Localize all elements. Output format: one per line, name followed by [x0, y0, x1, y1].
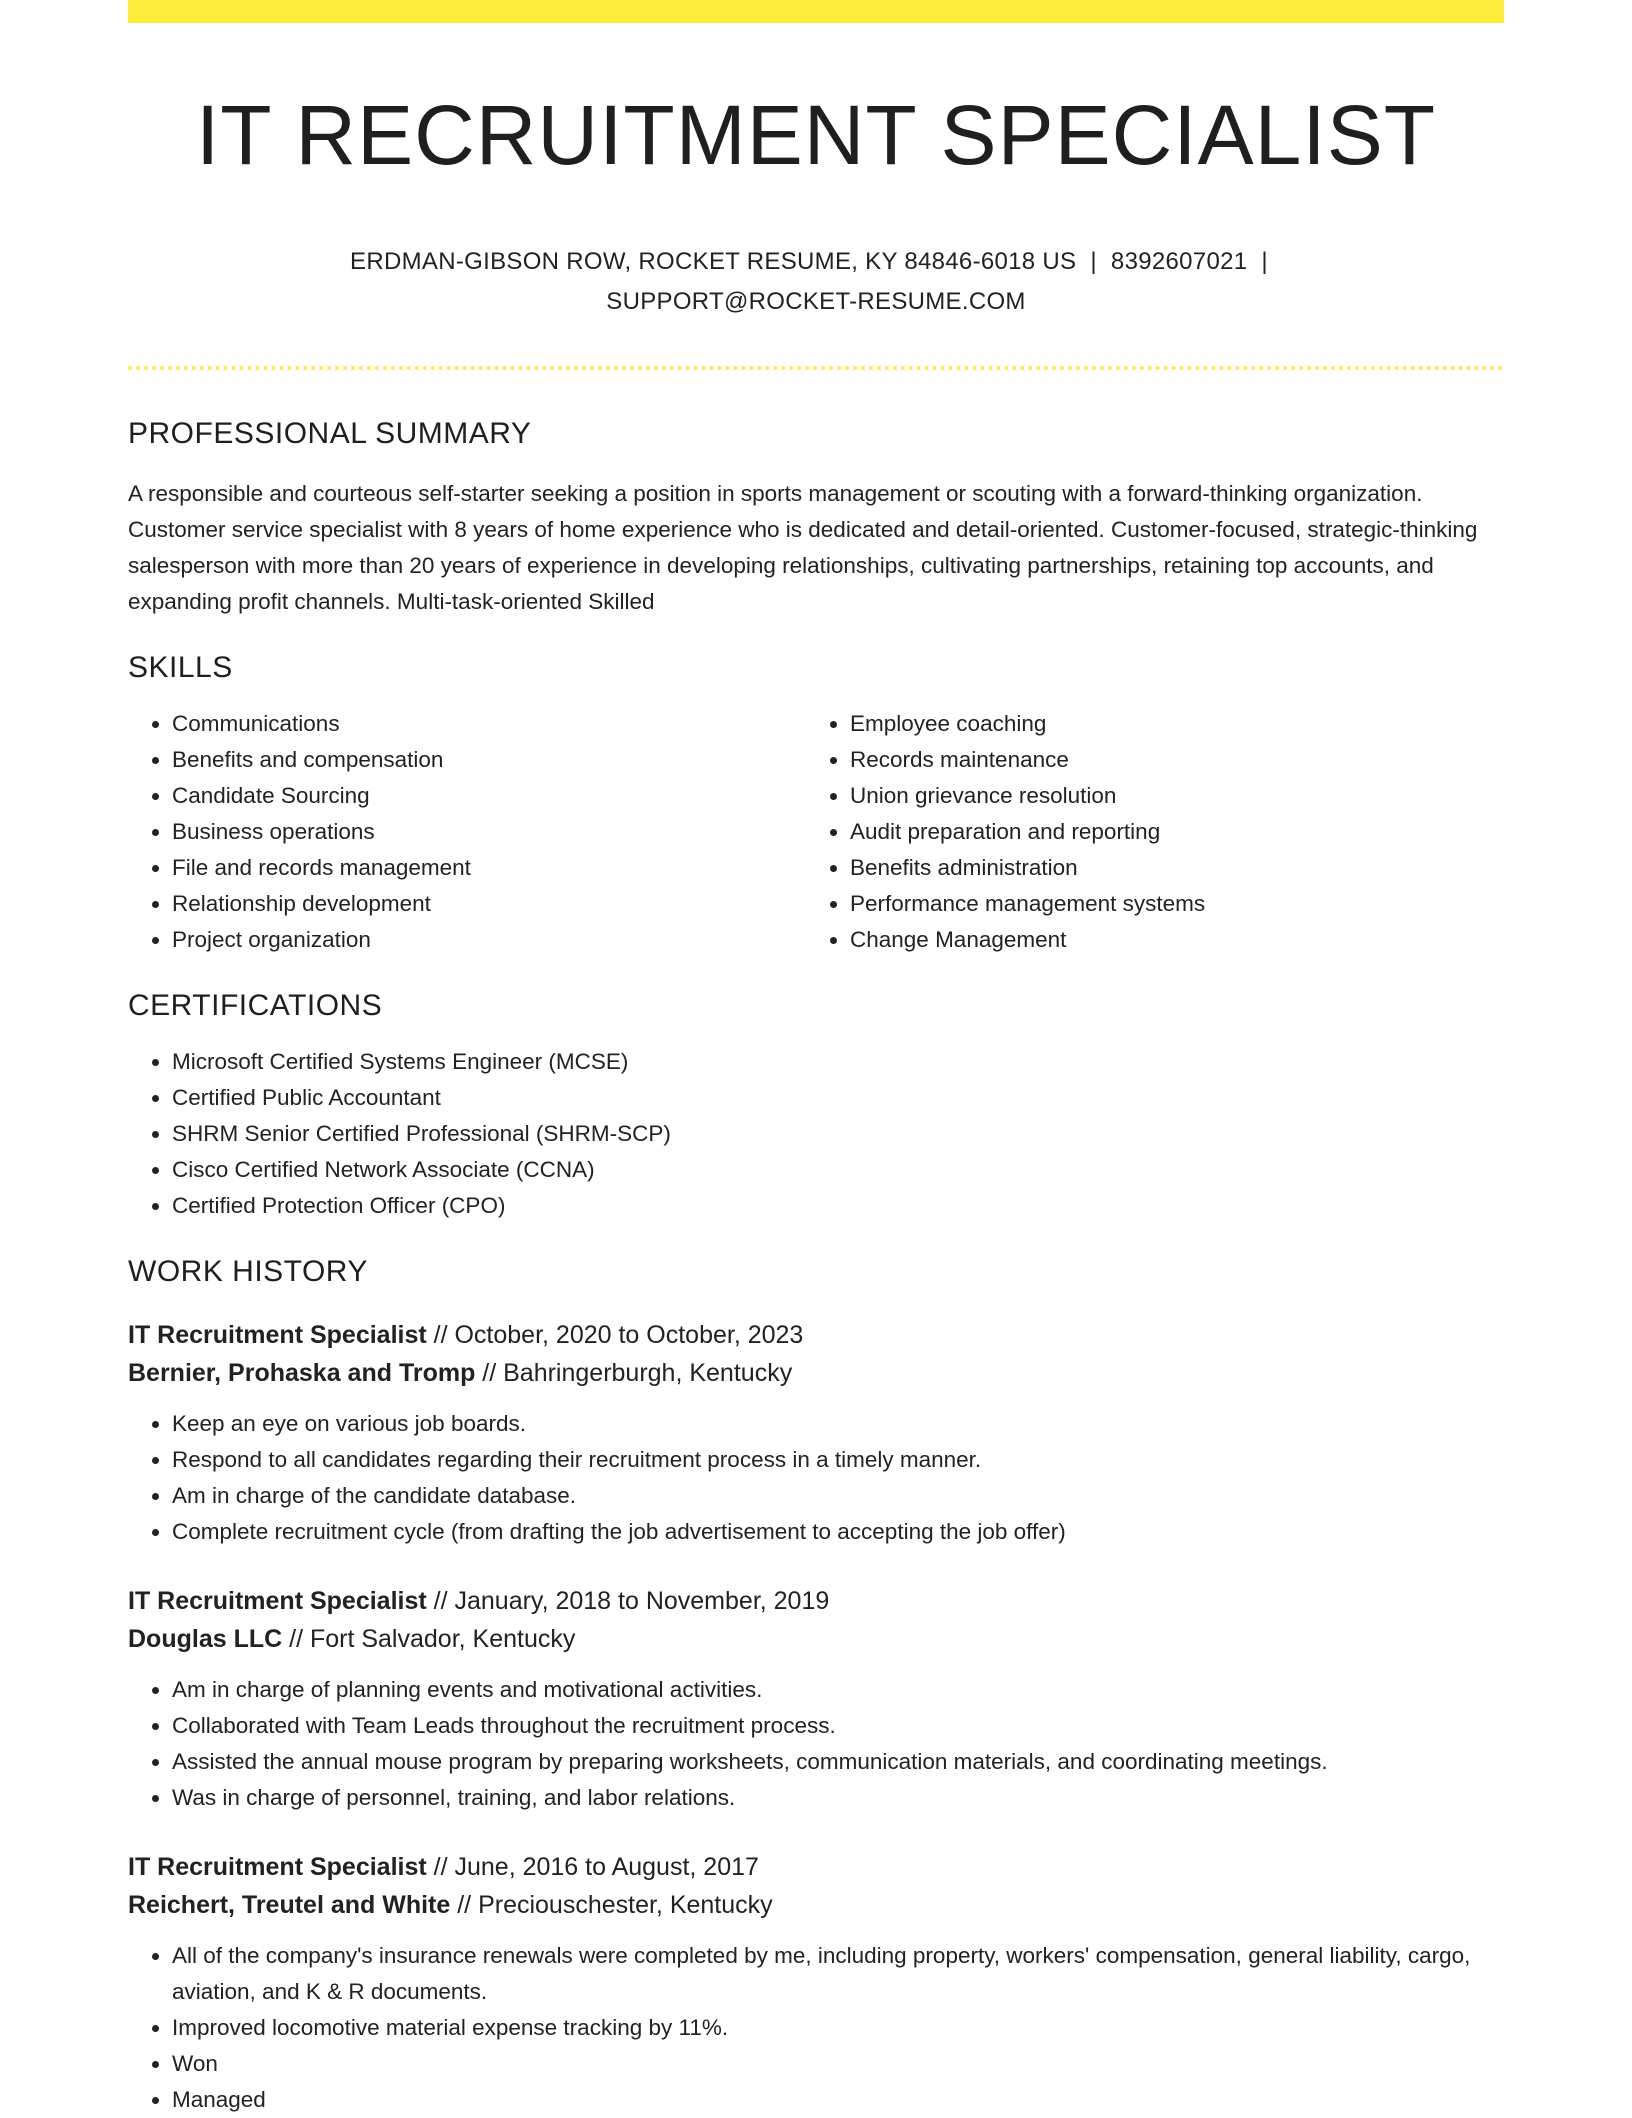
resume-title: IT RECRUITMENT SPECIALIST [195, 88, 1437, 182]
job-entry [128, 1316, 1504, 1550]
summary-text: A responsible and courteous self-starter seeking a position in sports management or scouting with a forward-thinking organization. Customer service specialist with 8 years of home experience who is dedicated and detail-oriented. Customer-focused, strategic-thinking salesperson with more than 20 years of experience in developing relationships, cultivating partnerships, retaining top accounts, and expanding profit channels. Multi-task-oriented Skilled [128, 480, 1478, 614]
job-title: IT Recruitment Specialist [128, 1586, 427, 1615]
job-duty: • Respond to all candidates regarding their recruitment process in a timely manner. [172, 1442, 1504, 1478]
job-title-line [128, 1848, 1504, 1886]
work-history-heading: WORK HISTORY [128, 1254, 368, 1288]
job-entry [128, 1848, 1504, 2118]
certification-item: • Certified Protection Officer (CPO) [172, 1188, 1504, 1224]
certifications-heading: CERTIFICATIONS [128, 988, 383, 1022]
header-accent-bar [128, 0, 1504, 23]
contact-phone: 8392607021 [1110, 247, 1248, 275]
job-company-line [128, 1620, 1504, 1658]
contact-separator: | [1090, 247, 1097, 275]
skills-heading: SKILLS [128, 650, 233, 684]
job-duty: • Won [172, 2046, 1504, 2082]
skill-item: • Performance management systems [850, 886, 1550, 922]
job-duty: • Keep an eye on various job boards. [172, 1406, 1504, 1442]
skill-item: • Union grievance resolution [850, 778, 1550, 814]
contact-line-2 [128, 282, 1504, 322]
contact-line-1 [128, 242, 1504, 282]
skills-list-right [806, 706, 1550, 958]
job-dates: // June, 2016 to August, 2017 [426, 1852, 759, 1881]
skills-grid [128, 706, 1504, 958]
header-divider [128, 366, 1504, 370]
job-location: // Bahringerburgh, Kentucky [475, 1358, 793, 1387]
job-title-line [128, 1582, 1504, 1620]
certification-item: • Cisco Certified Network Associate (CCNA) [172, 1152, 1504, 1188]
job-duty: • Was in charge of personnel, training, and labor relations. [172, 1780, 1504, 1816]
job-duty: • Improved locomotive material expense tracking by 11%. [172, 2010, 1504, 2046]
job-duties [128, 1672, 1504, 1816]
certification-item: • Certified Public Accountant [172, 1080, 1504, 1116]
skills-list-left [128, 706, 806, 958]
resume-page [128, 0, 1504, 2118]
job-duty: • Am in charge of planning events and motivational activities. [172, 1672, 1504, 1708]
job-company-line [128, 1886, 1504, 1924]
summary-heading: PROFESSIONAL SUMMARY [128, 416, 532, 450]
skill-item: • File and records management [172, 850, 806, 886]
skill-item: • Benefits and compensation [172, 742, 806, 778]
job-dates: // October, 2020 to October, 2023 [426, 1320, 804, 1349]
job-duty: • Complete recruitment cycle (from drafting the job advertisement to accepting the job offer) [172, 1514, 1504, 1550]
job-company: Douglas LLC [128, 1624, 283, 1653]
skill-item: • Benefits administration [850, 850, 1550, 886]
job-company-line [128, 1354, 1504, 1392]
job-location: // Fort Salvador, Kentucky [282, 1624, 576, 1653]
job-duties [128, 1406, 1504, 1550]
job-title: IT Recruitment Specialist [128, 1320, 427, 1349]
skill-item: • Candidate Sourcing [172, 778, 806, 814]
job-duty: • Managed [172, 2082, 1504, 2118]
skill-item: • Employee coaching [850, 706, 1550, 742]
job-dates: // January, 2018 to November, 2019 [426, 1586, 830, 1615]
job-duty: • Am in charge of the candidate database. [172, 1478, 1504, 1514]
skill-item: • Audit preparation and reporting [850, 814, 1550, 850]
contact-info [128, 242, 1504, 322]
job-duties [128, 1938, 1504, 2118]
job-duty: • All of the company's insurance renewals were completed by me, including property, workers' compensation, general liability, cargo, aviation, and K & R documents. [172, 1938, 1504, 2010]
skill-item: • Business operations [172, 814, 806, 850]
certification-item: • SHRM Senior Certified Professional (SHRM-SCP) [172, 1116, 1504, 1152]
job-duty: • Collaborated with Team Leads throughout the recruitment process. [172, 1708, 1504, 1744]
job-company: Bernier, Prohaska and Tromp [128, 1358, 476, 1387]
job-title: IT Recruitment Specialist [128, 1852, 427, 1881]
contact-separator: | [1261, 247, 1268, 275]
skill-item: • Records maintenance [850, 742, 1550, 778]
job-title-line [128, 1316, 1504, 1354]
skill-item: • Relationship development [172, 886, 806, 922]
certification-item: • Microsoft Certified Systems Engineer (MCSE) [172, 1044, 1504, 1080]
job-location: // Preciouschester, Kentucky [450, 1890, 773, 1919]
certifications-list [128, 1044, 1504, 1224]
skill-item: • Project organization [172, 922, 806, 958]
skill-item: • Communications [172, 706, 806, 742]
contact-email[interactable]: SUPPORT@ROCKET-RESUME.COM [606, 287, 1026, 315]
contact-address: ERDMAN-GIBSON ROW, ROCKET RESUME, KY 84846-6018 US [350, 247, 1077, 275]
job-duty: • Assisted the annual mouse program by preparing worksheets, communication materials, and coordinating meetings. [172, 1744, 1504, 1780]
job-company: Reichert, Treutel and White [128, 1890, 451, 1919]
skill-item: • Change Management [850, 922, 1550, 958]
job-entry [128, 1582, 1504, 1816]
